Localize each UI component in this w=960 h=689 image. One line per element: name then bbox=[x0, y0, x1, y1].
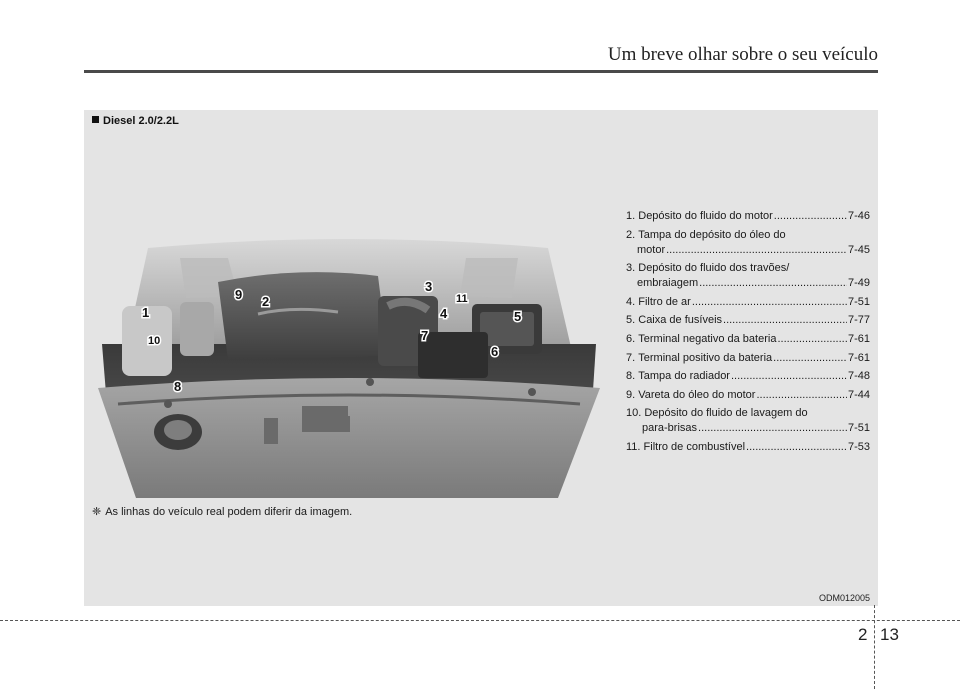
legend-label: Filtro de combustível bbox=[643, 440, 746, 453]
legend-item bbox=[626, 261, 870, 291]
legend-label-cont: para-brisas bbox=[642, 422, 698, 435]
figure-panel bbox=[84, 110, 878, 606]
image-code: ODM012005 bbox=[818, 593, 870, 603]
legend-page: 7-51 bbox=[847, 295, 870, 308]
callout-11: 11 bbox=[456, 293, 468, 305]
legend-page: 7-49 bbox=[847, 277, 870, 290]
callout-2: 2 bbox=[262, 294, 270, 309]
callout-7: 7 bbox=[421, 328, 429, 343]
legend-item bbox=[626, 388, 870, 403]
running-header: Um breve olhar sobre o seu veículo bbox=[607, 44, 878, 65]
legend-label: Depósito do fluido do motor bbox=[638, 210, 773, 222]
battery bbox=[418, 332, 488, 378]
panel-heading-text: Diesel 2.0/2.2L bbox=[103, 115, 179, 127]
footer-dashed-rule bbox=[0, 620, 960, 621]
callout-1: 1 bbox=[142, 305, 150, 320]
legend-label: Tampa do radiador bbox=[638, 370, 730, 383]
legend-item bbox=[626, 332, 870, 347]
engine-bay-illustration bbox=[88, 236, 610, 536]
callout-3: 3 bbox=[425, 279, 433, 294]
header-rule bbox=[84, 70, 878, 73]
legend-item bbox=[626, 406, 870, 436]
callout-6: 6 bbox=[491, 344, 499, 359]
legend-label-cont: embraiagem bbox=[637, 277, 699, 290]
legend-num: 2. bbox=[626, 228, 636, 241]
engine-cover bbox=[218, 272, 388, 360]
legend-page: 7-77 bbox=[847, 314, 870, 327]
legend-num: 5. bbox=[626, 314, 636, 327]
callout-4: 4 bbox=[440, 306, 448, 321]
legend-page: 7-44 bbox=[847, 388, 870, 401]
legend-num: 3. bbox=[626, 262, 636, 275]
page-number: 13 bbox=[880, 625, 899, 644]
legend-num: 7. bbox=[626, 351, 636, 364]
legend-page: 7-61 bbox=[847, 351, 870, 364]
legend-item bbox=[626, 313, 870, 328]
legend-num: 6. bbox=[626, 332, 636, 345]
footer-dashed-divider bbox=[874, 605, 875, 689]
legend-label: Caixa de fusíveis bbox=[638, 314, 723, 327]
callout-9: 9 bbox=[235, 287, 243, 302]
legend-label: Depósito do fluido dos travões/ bbox=[638, 262, 790, 275]
chapter-number: 2 bbox=[858, 625, 868, 644]
callout-10: 10 bbox=[148, 335, 161, 347]
legend-num: 10. bbox=[626, 407, 642, 420]
legend-page: 7-51 bbox=[847, 422, 870, 435]
legend-item bbox=[626, 351, 870, 366]
legend-item bbox=[626, 369, 870, 384]
legend-num: 1. bbox=[626, 210, 636, 222]
legend-item bbox=[626, 295, 870, 310]
square-bullet-icon bbox=[92, 116, 99, 123]
legend-num: 11. bbox=[626, 440, 641, 453]
legend-page: 7-48 bbox=[847, 370, 870, 383]
legend-label: Vareta do óleo do motor bbox=[638, 388, 756, 401]
legend-item bbox=[626, 209, 870, 224]
panel-heading bbox=[92, 115, 179, 127]
legend-label: Depósito do fluido de lavagem do bbox=[644, 407, 808, 420]
legend-page: 7-45 bbox=[847, 243, 870, 256]
image-disclaimer bbox=[92, 505, 352, 518]
legend-page: 7-46 bbox=[847, 210, 870, 222]
legend-label-cont: motor bbox=[637, 243, 666, 256]
legend-num: 8. bbox=[626, 370, 636, 383]
legend-label: Terminal positivo da bateria bbox=[638, 351, 773, 364]
legend-label: Tampa do depósito do óleo do bbox=[638, 228, 786, 241]
legend-label: Filtro de ar bbox=[638, 295, 691, 308]
callout-5: 5 bbox=[514, 309, 522, 324]
legend-item bbox=[626, 440, 870, 455]
legend-page: 7-61 bbox=[847, 332, 870, 345]
component-legend bbox=[626, 209, 870, 459]
note-text: As linhas do veículo real podem diferir da imagem. bbox=[105, 506, 353, 518]
legend-num: 9. bbox=[626, 388, 636, 401]
legend-label: Terminal negativo da bateria bbox=[638, 332, 777, 345]
legend-item bbox=[626, 228, 870, 258]
legend-page: 7-53 bbox=[847, 440, 870, 453]
legend-num: 4. bbox=[626, 295, 636, 308]
callout-8: 8 bbox=[174, 379, 182, 394]
note-mark-icon: ❈ bbox=[92, 506, 102, 518]
